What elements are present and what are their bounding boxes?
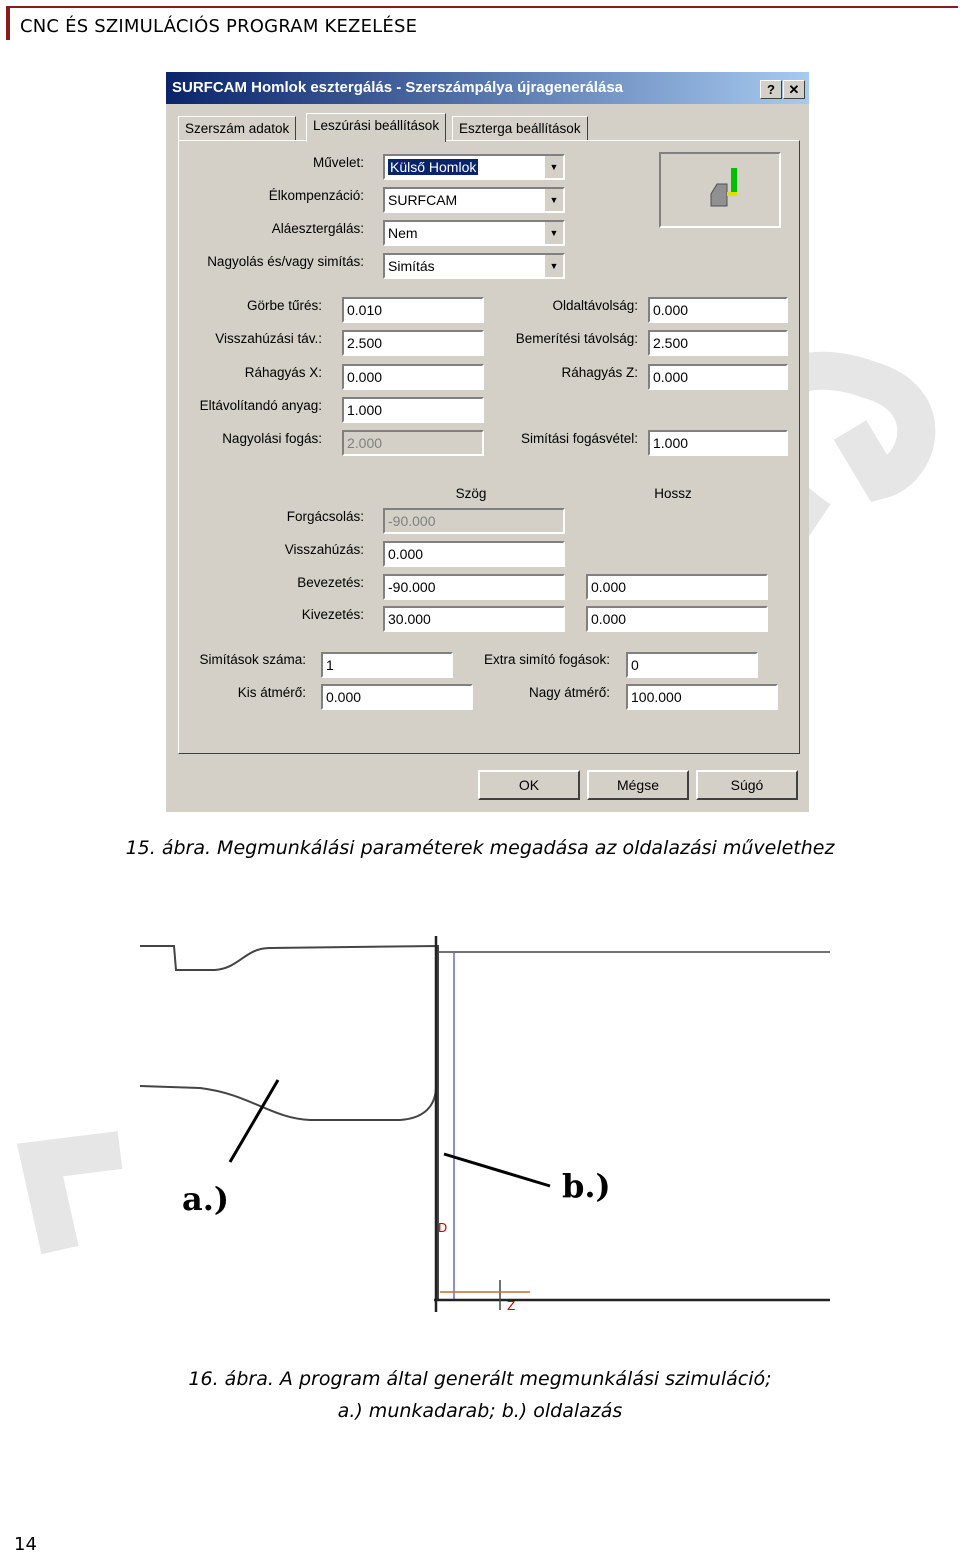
workpiece-top-outline <box>140 946 438 1300</box>
page-header <box>0 0 960 42</box>
muvelet-label: Művelet: <box>312 155 364 170</box>
chevron-down-icon[interactable]: ▼ <box>544 189 563 211</box>
eltavolit-input[interactable]: 1.000 <box>342 397 484 423</box>
forgacs-label: Forgácsolás: <box>286 509 364 524</box>
simfogas-input[interactable]: 1.000 <box>648 430 788 456</box>
tab-eszterga-beallitasok[interactable]: Eszterga beállítások <box>452 116 588 141</box>
eltavolit-label: Eltávolítandó anyag: <box>199 398 322 413</box>
header-title: CNC ÉS SZIMULÁCIÓS PROGRAM KEZELÉSE <box>20 16 418 37</box>
alaeszt-value: Nem <box>388 225 418 241</box>
rahagyasx-input[interactable]: 0.000 <box>342 364 484 390</box>
alaeszt-select[interactable] <box>383 220 565 246</box>
chevron-down-icon[interactable]: ▼ <box>544 156 563 178</box>
close-button[interactable]: ✕ <box>783 80 805 99</box>
chevron-down-icon[interactable]: ▼ <box>544 255 563 277</box>
muvelet-value: Külső Homlok <box>390 159 477 175</box>
szog-header: Szög <box>455 486 487 501</box>
rahagyasz-input[interactable]: 0.000 <box>648 364 788 390</box>
tool-preview-image <box>659 152 781 228</box>
help-text-button[interactable]: Súgó <box>696 770 798 800</box>
bevez-label: Bevezetés: <box>297 575 364 590</box>
kisatm-label: Kis átmérő: <box>237 685 306 700</box>
cancel-button[interactable]: Mégse <box>587 770 689 800</box>
simulation-figure <box>140 910 840 1330</box>
elkomp-label: Élkompenzáció: <box>268 188 364 203</box>
gorbe-input[interactable]: 0.010 <box>342 297 484 323</box>
kisatm-input[interactable]: 0.000 <box>321 684 473 710</box>
header-rule <box>6 6 958 8</box>
bemerit-label: Bemerítési távolság: <box>515 331 638 346</box>
vissza-szog-input[interactable]: 0.000 <box>383 541 565 567</box>
surfcam-dialog <box>166 72 809 812</box>
bevez-hossz-input[interactable]: 0.000 <box>586 574 768 600</box>
nagyatm-input[interactable]: 100.000 <box>626 684 778 710</box>
muvelet-select[interactable] <box>383 154 565 180</box>
nagyfogas-input: 2.000 <box>342 430 484 456</box>
page-number: 14 <box>14 1534 37 1555</box>
axis-d-label: D <box>438 1221 448 1235</box>
bevez-szog-input[interactable]: -90.000 <box>383 574 565 600</box>
chevron-down-icon[interactable]: ▼ <box>544 222 563 244</box>
kivez-label: Kivezetés: <box>301 607 364 622</box>
leader-b <box>444 1154 550 1186</box>
oldaltav-label: Oldaltávolság: <box>552 298 638 313</box>
alaeszt-label: Aláesztergálás: <box>271 221 364 236</box>
workpiece-profile <box>140 1086 436 1120</box>
nagyfogas-label: Nagyolási fogás: <box>222 431 322 446</box>
extra-label: Extra simító fogások: <box>483 652 610 667</box>
figure-15-caption: 15. ábra. Megmunkálási paraméterek megadása az oldalazási művelethez <box>125 837 835 859</box>
kivez-szog-input[interactable]: 30.000 <box>383 606 565 632</box>
elkomp-value: SURFCAM <box>388 192 458 208</box>
rahagyasz-label: Ráhagyás Z: <box>561 365 638 380</box>
extra-input[interactable]: 0 <box>626 652 758 678</box>
forgacs-szog-input: -90.000 <box>383 508 565 534</box>
oldaltav-input[interactable]: 0.000 <box>648 297 788 323</box>
visszahuz-label: Visszahúzási táv.: <box>215 331 322 346</box>
hossz-header: Hossz <box>654 486 692 501</box>
nagyolas-value: Simítás <box>388 258 435 274</box>
tab-leszurasi-beallitasok[interactable]: Leszúrási beállítások <box>306 113 446 142</box>
tool-preview-icon <box>661 154 775 222</box>
help-button[interactable]: ? <box>760 80 782 99</box>
nagyatm-label: Nagy átmérő: <box>528 685 610 700</box>
dialog-titlebar <box>166 72 809 104</box>
simszam-input[interactable]: 1 <box>321 652 453 678</box>
visszahuz-input[interactable]: 2.500 <box>342 330 484 356</box>
rahagyasx-label: Ráhagyás X: <box>244 365 322 380</box>
elkomp-select[interactable] <box>383 187 565 213</box>
kivez-hossz-input[interactable]: 0.000 <box>586 606 768 632</box>
header-accent-bar <box>6 6 10 40</box>
nagyolas-select[interactable] <box>383 253 565 279</box>
ok-button[interactable]: OK <box>478 770 580 800</box>
vissza-label: Visszahúzás: <box>284 542 364 557</box>
figure-16-caption-line1: 16. ábra. A program által generált megmunkálási szimuláció; <box>188 1368 772 1390</box>
label-a: a.) <box>182 1180 230 1218</box>
simszam-label: Simítások száma: <box>199 652 306 667</box>
simfogas-label: Simítási fogásvétel: <box>520 431 638 446</box>
dialog-title: SURFCAM Homlok esztergálás - Szerszámpálya újragenerálása <box>172 79 624 96</box>
label-b: b.) <box>562 1167 611 1205</box>
axis-z-label: Z <box>507 1299 516 1313</box>
figure-16-caption-line2: a.) munkadarab; b.) oldalazás <box>337 1400 623 1422</box>
nagyolas-label: Nagyolás és/vagy simítás: <box>207 254 364 269</box>
tab-szerszam-adatok[interactable]: Szerszám adatok <box>178 116 296 141</box>
leader-a <box>230 1080 278 1162</box>
gorbe-label: Görbe tűrés: <box>246 298 322 313</box>
bemerit-input[interactable]: 2.500 <box>648 330 788 356</box>
